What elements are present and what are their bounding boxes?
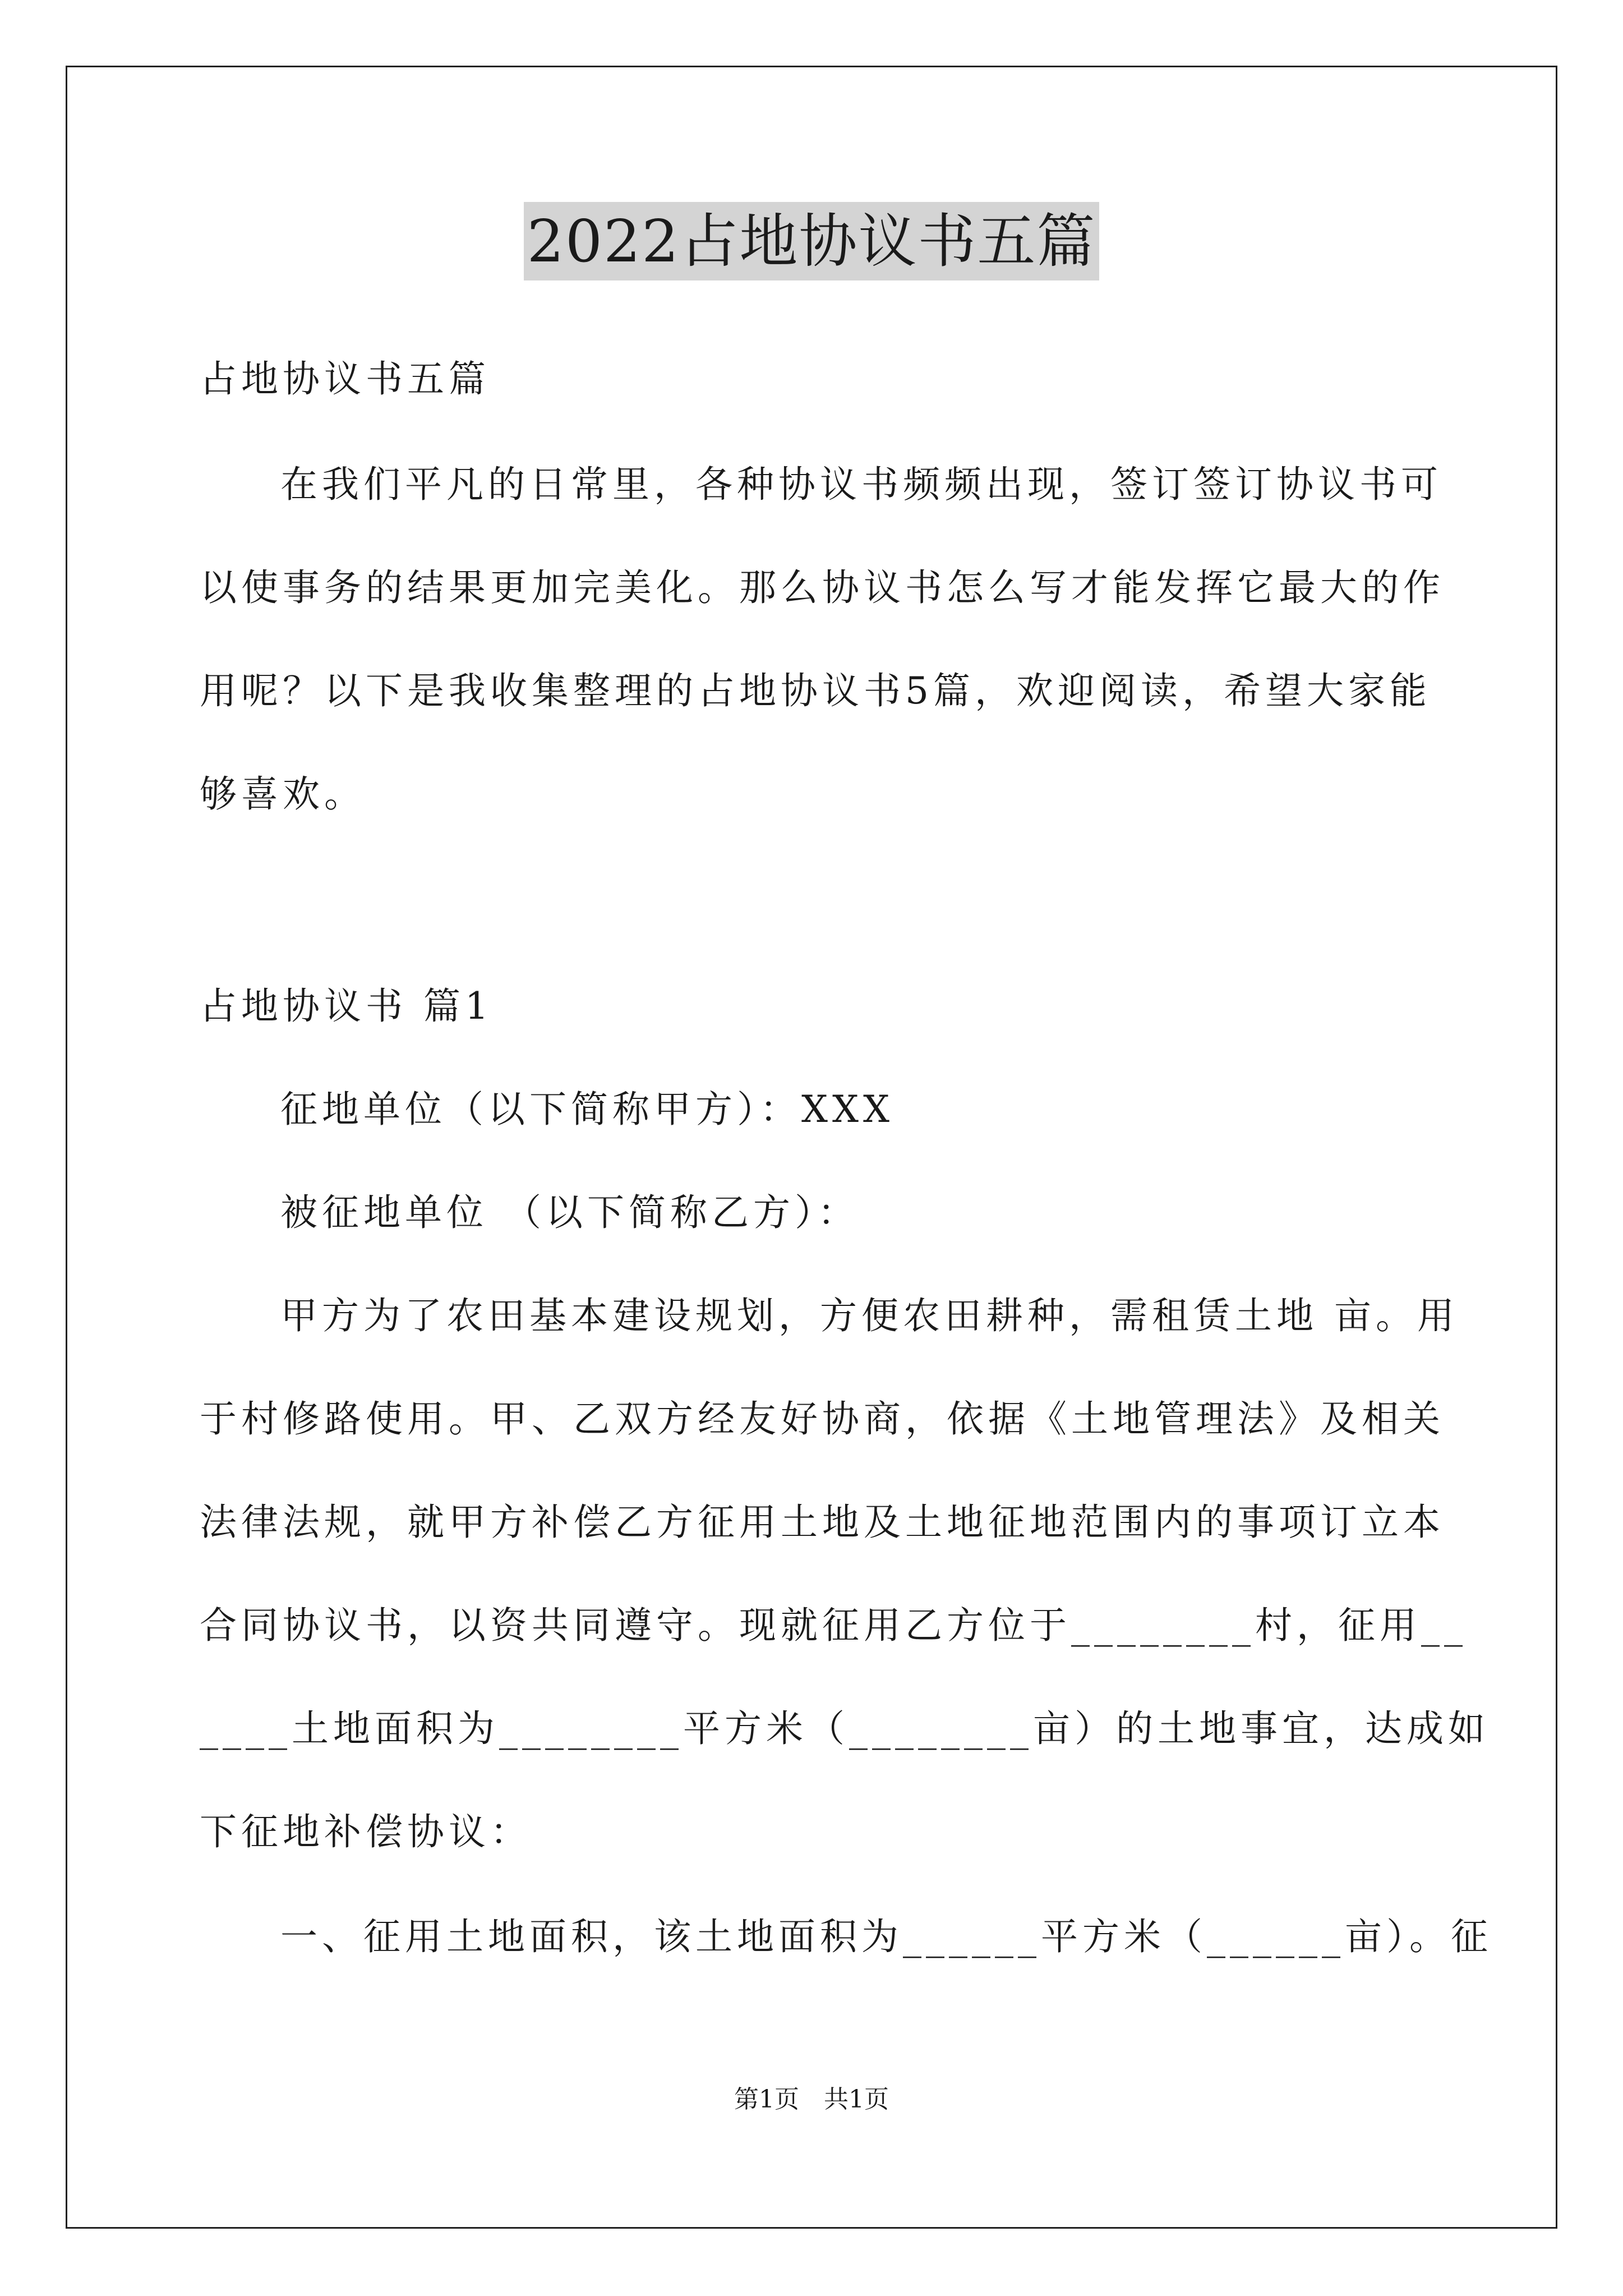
title-container [0, 202, 1623, 280]
body-line: ____土地面积为________平方米（________亩）的土地事宜，达成如 [200, 1707, 1490, 1750]
document-title: 2022占地协议书五篇 [524, 202, 1100, 280]
section-heading: 占地协议书 篇1 [200, 984, 493, 1028]
page-footer: 第1页 共1页 [734, 2085, 889, 2114]
intro-line: 以使事务的结果更加完美化。那么协议书怎么写才能发挥它最大的作 [200, 566, 1445, 609]
clause-line: 一、征用土地面积，该土地面积为______平方米（______亩）。征 [280, 1915, 1492, 1958]
body-line: 甲方为了农田基本建设规划，方便农田耕种，需租赁土地 亩。用 [280, 1294, 1459, 1337]
body-line: 于村修路使用。甲、乙双方经友好协商，依据《土地管理法》及相关 [200, 1397, 1445, 1441]
body-line: 法律法规，就甲方补偿乙方征用土地及土地征地范围内的事项订立本 [200, 1501, 1445, 1544]
body-line: 下征地补偿协议： [200, 1810, 532, 1853]
intro-line: 用呢？以下是我收集整理的占地协议书5篇，欢迎阅读，希望大家能 [200, 669, 1431, 712]
intro-line: 在我们平凡的日常里，各种协议书频频出现，签订签订协议书可 [280, 463, 1442, 506]
party-a-line: 征地单位（以下简称甲方）：XXX [280, 1088, 894, 1131]
body-line: 合同协议书，以资共同遵守。现就征用乙方位于________村，征用__ [200, 1604, 1467, 1647]
document-subtitle: 占地协议书五篇 [200, 357, 490, 401]
party-b-line: 被征地单位 （以下简称乙方）： [280, 1191, 859, 1234]
intro-line: 够喜欢。 [200, 772, 366, 816]
